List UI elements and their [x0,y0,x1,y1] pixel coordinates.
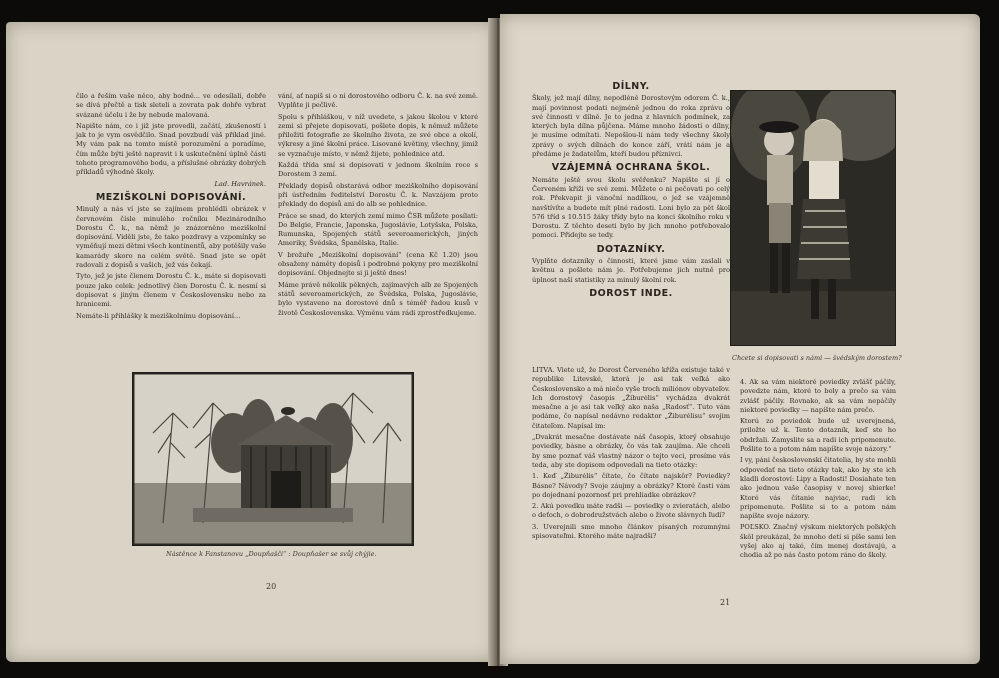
left-col1-paragraph-5: Nemáte-li přihlášky k meziškolnímu dopisování... [76,311,241,320]
left-col1-paragraph-2: Napište nám, co i již jste provedli, začátí, zkušeností i jak to je vym osvědčilo. Snad povzbudí váš příklad jiné. My vám pak na tomto místě porozumění a poradíme, čím může býti ještě napravit i k uskutečnění úplně části tohoto programového bodu, a příslušné obrázky dobrých příkladů výhodně školy. [76,121,266,177]
photo-swedish-children [730,90,896,346]
dorost-paragraph-4: 2. Akú povedku máte radši — poviedky o zvieratách, alebo o deťoch, o dobrodružstvách alebo o živote slávnych ľudí? [532,502,730,520]
right-column-dorost-2 [740,378,896,563]
right-page [500,14,980,664]
left-column-1 [76,92,266,323]
dilny-paragraph: Školy, jež mají dílny, nepodléně Dorostovým odorem Č. k., mají povinnost podati nejméně jednou do roka zprávu o své činnosti v dílně. Je to jedna z hlavních podmínek, za kterých byla dílna půjčena. Máme mnoho žádostí o dílny, je musíme odmítati. Nepošlou-li nám tedy všechny školy zprávy o svých dílnách do konce září, vrátí nám je a předáme je žadatelům, kteří budou příznivci. [532,94,730,159]
left-column-2 [278,92,478,320]
heading-dilny: DÍLNY. [612,81,650,92]
right-page-number: 21 [720,598,731,607]
left-col1-signature: Lad. Havránek. [214,179,266,188]
left-page [6,22,496,662]
left-col2-paragraph-6: V brožuře „Meziškolní dopisování“ (cena Kč 1.20) jsou obsaženy náměty dopisů i podrobné pokyny pro meziškolní dopisování. Objednejte si ji ještě dnes! [278,250,478,278]
left-col1-paragraph-4: Tyto, jež je jste členem Dorostu Č. k., máte si dopisovati pouze jako celek: jednotlivý člen Dorostu Č. k. nesmí si dopisovat s jiným členem v Československu nebo za hranicemi. [76,272,266,309]
dorost-paragraph-1: LITVA. Viete už, že Dorost Červeného kříža existuje také v republike Litevské, ktorá je asi tak veľká ako Československo a má niečo vyše troch miliónov obyvateľov. Ich dorostový časopis „Žiburėlis“ vychádza dvakrát mesačne a je asi tak veľký ako naša „Radosť“. Tuto vám podáme, čo napísal nedávno redaktor „Žiburėlisu“ svojim čitateľom. Napísal im: [532,366,730,430]
right-column-dorost-1 [532,366,730,543]
left-photo-caption: Nástěnce k Fanstanovu „Doupňašči“ : Doupňašer se svůj chýjie. [166,550,377,558]
heading-dotazniky: DOTAZNÍKY. [596,243,666,255]
right-photo-caption: Chcete si dopisovati s námi — švédským dorostem? [732,354,902,362]
dorost-col2-paragraph-2: Ktorú zo poviedok bude už uverejnená, priložte už k. Tento dotazník, keď ste ho obdržali. Zamyslite sa a radi ich pripomenute. Pošlite to a potom nám napíšte svoje názory.“ [740,417,896,454]
dorost-paragraph-2: „Dvakrát mesačne dostávate náš časopis, ktorý obsahuje poviedky, básne a obrázky, čo vás tak zaujíma. Ale chceli by sme poznať váš vlastný názor o tejto veci, prosíme vás teda, aby ste dopisom odpovedali na tieto otázky: [532,433,730,469]
ochrana-paragraph: Nemáte ještě svou školu svěřenku? Napište si jí o Červeném kříži ve své zemi. Můžete o ni pečovati po celý rok. Překvapit ji vánoční nadílkou, o jež se vzájemně navštívíte a budete mít plné radosti. Loni bylo za pět škol 576 tříd s 10.515 žáky třídy bylo na konci školního roku v Dorostu. Z těchto deseti bylo by jich mnoho potřebovalo pomoci. Přidejte se tedy. [532,175,730,240]
left-col2-paragraph-3: Každá třída smí si dopisovati v jednom školním roce s Dorostem 3 zemí. [278,161,478,179]
dorost-paragraph-5: 3. Uverejnili sme mnoho článkov písaných rozumnými spisovateľmi. Ktorého máte najradši? [532,522,730,541]
dorost-col2-paragraph-3: I vy, páni československí čitatelia, by ste mohli odpovedať na tieto otázky tak, ako by ste ich kladli dorostoví: Lipy a Radosti! Dosiahate ten ako jednou vaše časopisy v novej sbierke! Ktoré vás čítanie najviac, radi ich pripomenute. Pošlite si to a potom nám napíšte svoje názory. [740,456,896,521]
left-col2-paragraph-7: Máme právě několik pěkných, zajímavých alb ze Spojených států severoamerických, ze Švédska, Polska, Jugoslávie, bylo vystaveno na dorostové dnů s téměř řadou kusů v životě Československa. Výměnu vám rádi zprostředkujeme. [278,280,478,317]
left-col2-paragraph-4: Překlady dopisů obstarává odbor meziškolního dopisování při ústředním ředitelství Dorostu Č. k. Navzájem proto překlady do dopisů ani do alb se pohlednice. [278,181,478,209]
left-col2-paragraph-5: Práce se snad, do kterých zemí mimo ČSR můžete posílati: Do Belgie, Francie, Japonska, Jugoslávie, Lotyšska, Polska, Rumunska, Spojených států severoamerických, jiných Ameriky, Švédska, Španělska, Italie. [278,211,478,248]
garden-hut-picture [133,373,413,545]
left-page-number: 20 [266,582,277,591]
swedish-children-picture [731,91,895,345]
dorost-col2-paragraph-4: POĽSKO. Značný výskum niektorých poľských škôl preukázal, že mnoho detí si píše sami len vyšej ako aj také, čím menej dostávajú, a chodia až po nás často potom ráno do školy. [740,523,896,560]
heading-dorost-inde: DOROST INDE. [589,287,673,299]
heading-vzajemna-ochrana: VZÁJEMNÁ OCHRANA ŠKOL. [551,162,711,174]
left-col2-paragraph-1: vání, ať napiš si o ní dorostového odboru Č. k. na své země. Vyplňte ji pečlivě. [278,92,478,110]
photo-garden-hut [132,372,414,546]
left-col1-paragraph-1: čilo a řeším vaše něco, aby bodně... ve odesílali, dobře se dívá přečtě a tisk sleteli a zovrata pak dobře vybrat svázané účelu i že by nebude malovaná. [76,92,266,119]
dorost-paragraph-3: 1. Keď „Žiburėlis“ čítate, čo čítate najskôr? Poviedky? Básne? Návody? Svoje záujmy a obrázky? Ktoré časti vám po dojednaní pozornosť pri prehliadke obrázkov? [532,472,730,499]
left-col1-paragraph-3: Minulý a nás ví jste se zajímem prohlédli obrázek v červnovém čísle minulého ročníku Mezinárodního Dorostu Č. k., na němž je znázorněno meziškolní dopisování. Viděli jste, že tako pozdravy a vzpomínky se vyměňují mezi dětmi všech kontinentů, aby potěšily vaše kamarády skoro na celém světě. Snad jste se opět radovali z dopisů s vašich, jež vás čekají. [76,205,266,270]
left-col2-paragraph-2: Spolu s přihláškou, v níž uvedete, s jakou školou v které zemi si přejete dopisovati, pošlete dopis, k němuž můžete přiložiti fotografie ze školního života, ze své obce a okolí, výkresy a jiné školní práce. Lisované květiny, všechny, jimiž se vyznačuje místo, v němž žijete, pohlednice atd. [278,112,478,158]
right-column-1 [532,78,730,301]
dorost-col2-paragraph-1: 4. Ak sa vám niektoré poviedky zvlášť páčily, povedzte nám, ktoré to boly a prečo sa vám zvlášť páčily. Rovnako, ak sa vám nepáčily niektoré poviedky — napíšte nám prečo. [740,378,896,414]
dotazniky-paragraph: Vyplňte dotazníky o činnosti, které jsme vám zaslali v květnu a pošlete nám je. Potřebujeme jich nutně pro úplnost naší statistiky za minulý školní rok. [532,257,730,284]
heading-meziskolni-dopisovani: MEZIŠKOLNÍ DOPISOVÁNÍ. [95,191,247,203]
